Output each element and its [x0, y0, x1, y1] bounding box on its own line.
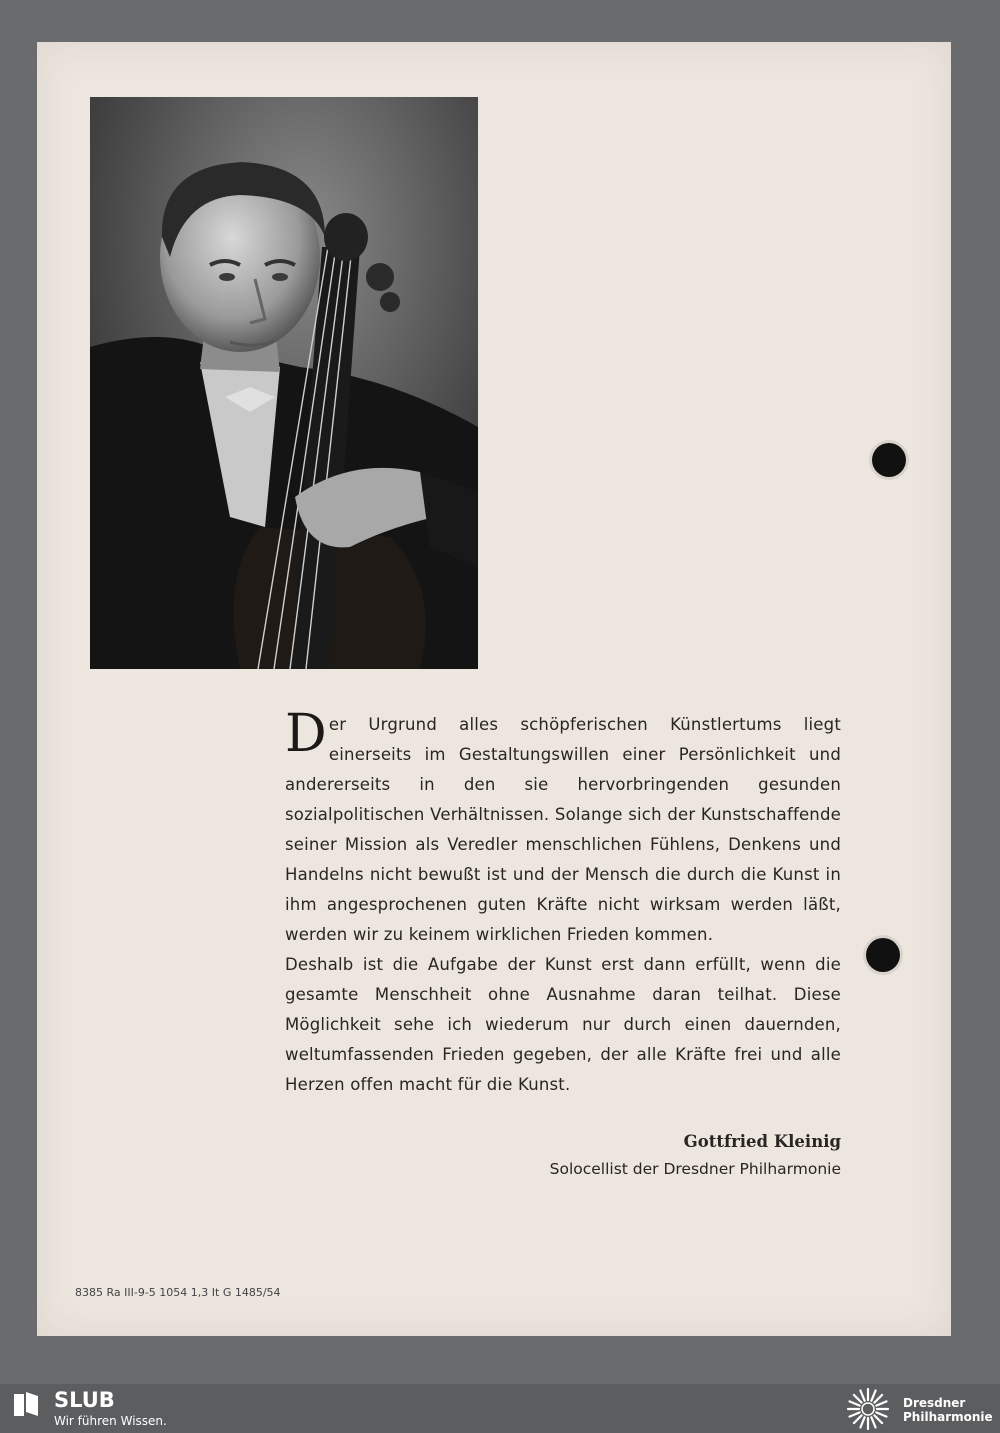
paragraph-2: Deshalb ist die Aufgabe der Kunst erst dann erfüllt, wenn die gesamte Menschheit ohne Ausnahme daran teilhat. Diese Möglichkeit sehe ich wiederum nur durch einen dauernden, weltumfassenden Frieden gegeben, der alle Kräfte frei und alle Herzen offen macht für die Kunst. [285, 955, 841, 1094]
slub-name[interactable]: SLUB [54, 1388, 115, 1412]
footer-bar [0, 1384, 1000, 1433]
signature-name: Gottfried Kleinig [683, 1132, 841, 1151]
paragraph-1-text: er Urgrund alles schöpferischen Künstlertums liegt einerseits im Gestaltungswillen einer Persönlichkeit und andererseits in den sie hervorbringenden gesunden sozialpolitischen Verhältnissen. Solange sich der Kunstschaffende seiner Mission als Veredler menschlichen Fühlens, Denkens und Handelns nicht bewußt ist und der Mensch die durch die Kunst in ihm angesprochenen guten Kräfte nicht wirksam werden läßt, werden wir zu keinem wirklichen Frieden kommen. [285, 715, 841, 944]
partner-name-line1[interactable]: Dresdner [903, 1396, 966, 1410]
cellist-portrait-photo [90, 97, 478, 669]
slub-logo-icon [12, 1390, 40, 1418]
drop-cap: D [285, 704, 327, 764]
punch-hole-top [872, 443, 906, 477]
punch-hole-bottom [866, 938, 900, 972]
letter-text [285, 704, 841, 1100]
sunburst-logo-icon [841, 1387, 895, 1431]
printer-note: 8385 Ra III-9-5 1054 1,3 It G 1485/54 [75, 1286, 281, 1299]
document-page [37, 42, 951, 1336]
signature-title: Solocellist der Dresdner Philharmonie [549, 1160, 841, 1178]
slub-tagline: Wir führen Wissen. [54, 1414, 167, 1428]
paragraph-1 [285, 704, 841, 950]
partner-name-line2[interactable]: Philharmonie [903, 1410, 993, 1424]
